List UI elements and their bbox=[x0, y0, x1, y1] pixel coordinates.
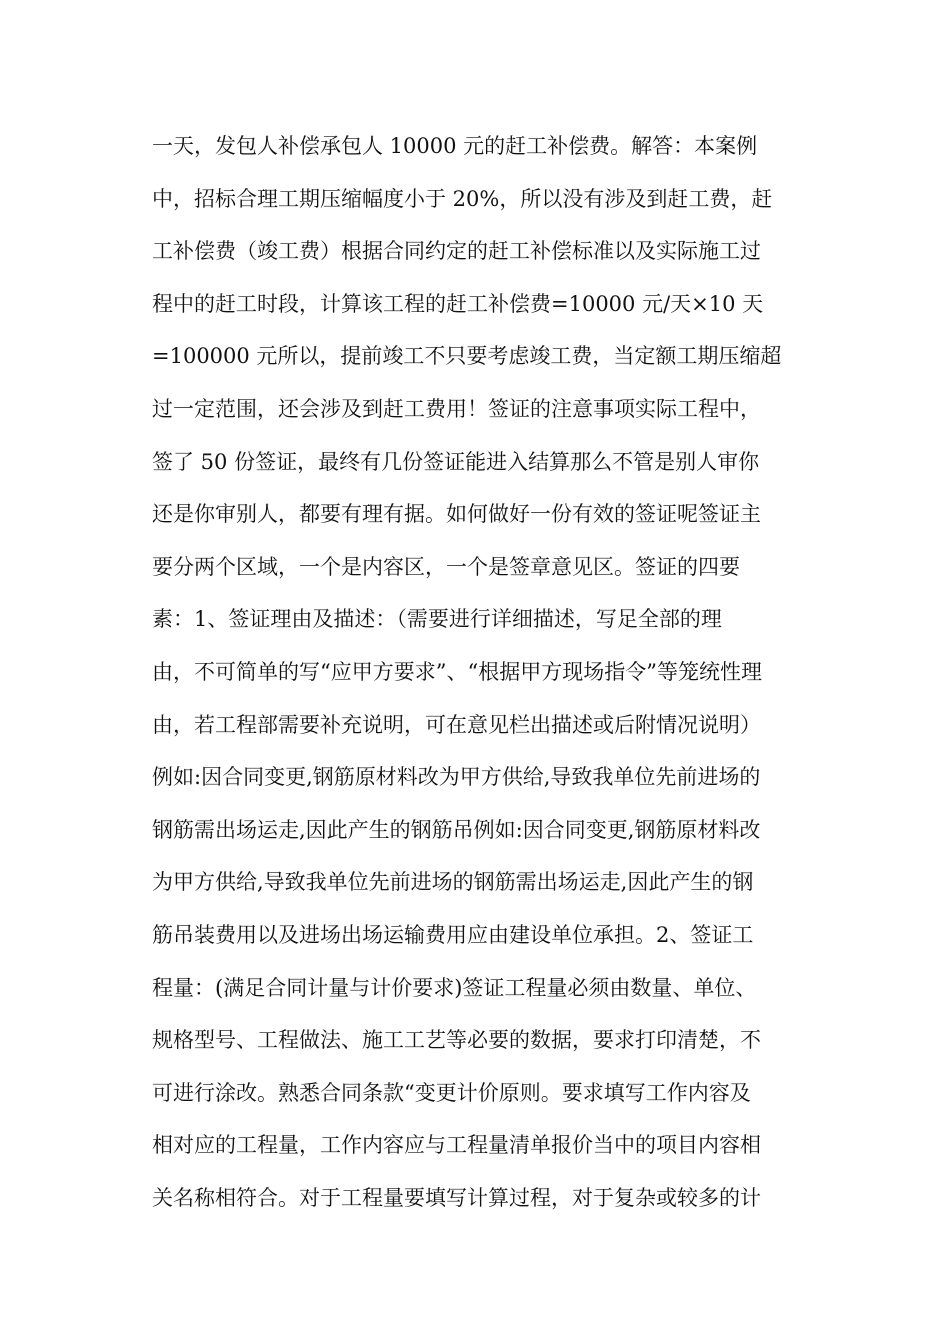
text-line: 还是你审别人，都要有理有据。如何做好一份有效的签证呢签证主 bbox=[152, 502, 761, 527]
text-line: 素：1、签证理由及描述：（需要进行详细描述，写足全部的理 bbox=[152, 607, 722, 632]
text-line: 由，若工程部需要补充说明，可在意见栏出描述或后附情况说明） bbox=[152, 712, 761, 737]
text-line: 程中的赶工时段，计算该工程的赶工补偿费=10000 元/天×10 天 bbox=[152, 291, 764, 316]
text-line: 例如:因合同变更,钢筋原材料改为甲方供给,导致我单位先前进场的 bbox=[152, 765, 761, 790]
text-line: 由，不可简单的写“应甲方要求”、“根据甲方现场指令”等笼统性理 bbox=[152, 659, 762, 684]
text-line: 程量：(满足合同计量与计价要求)签证工程量必须由数量、单位、 bbox=[152, 975, 757, 1000]
text-line: 签了 50 份签证，最终有几份签证能进入结算那么不管是别人审你 bbox=[152, 449, 760, 474]
text-line: =100000 元所以，提前竣工不只要考虑竣工费，当定额工期压缩超 bbox=[152, 344, 782, 369]
text-line: 规格型号、工程做法、施工工艺等必要的数据，要求打印清楚，不 bbox=[152, 1028, 761, 1053]
text-line: 中，招标合理工期压缩幅度小于 20%，所以没有涉及到赶工费，赶 bbox=[152, 186, 773, 211]
text-line: 可进行涂改。熟悉合同条款“变更计价原则。要求填写工作内容及 bbox=[152, 1080, 751, 1105]
text-line: 关名称相符合。对于工程量要填写计算过程，对于复杂或较多的计 bbox=[152, 1185, 761, 1210]
text-line: 钢筋需出场运走,因此产生的钢筋吊例如:因合同变更,钢筋原材料改 bbox=[152, 817, 761, 842]
text-line: 一天，发包人补偿承包人 10000 元的赶工补偿费。解答：本案例 bbox=[152, 134, 758, 158]
text-line: 工补偿费（竣工费）根据合同约定的赶工补偿标准以及实际施工过 bbox=[152, 239, 761, 264]
text-line: 为甲方供给,导致我单位先前进场的钢筋需出场运走,因此产生的钢 bbox=[152, 870, 754, 895]
text-line: 过一定范围，还会涉及到赶工费用！签证的注意事项实际工程中， bbox=[152, 396, 761, 421]
text-line: 相对应的工程量，工作内容应与工程量清单报价当中的项目内容相 bbox=[152, 1133, 761, 1158]
text-line: 要分两个区域，一个是内容区，一个是签章意见区。签证的四要 bbox=[152, 554, 740, 579]
document-body bbox=[152, 120, 802, 1224]
text-line: 筋吊装费用以及进场出场运输费用应由建设单位承担。2、签证工 bbox=[152, 922, 754, 947]
